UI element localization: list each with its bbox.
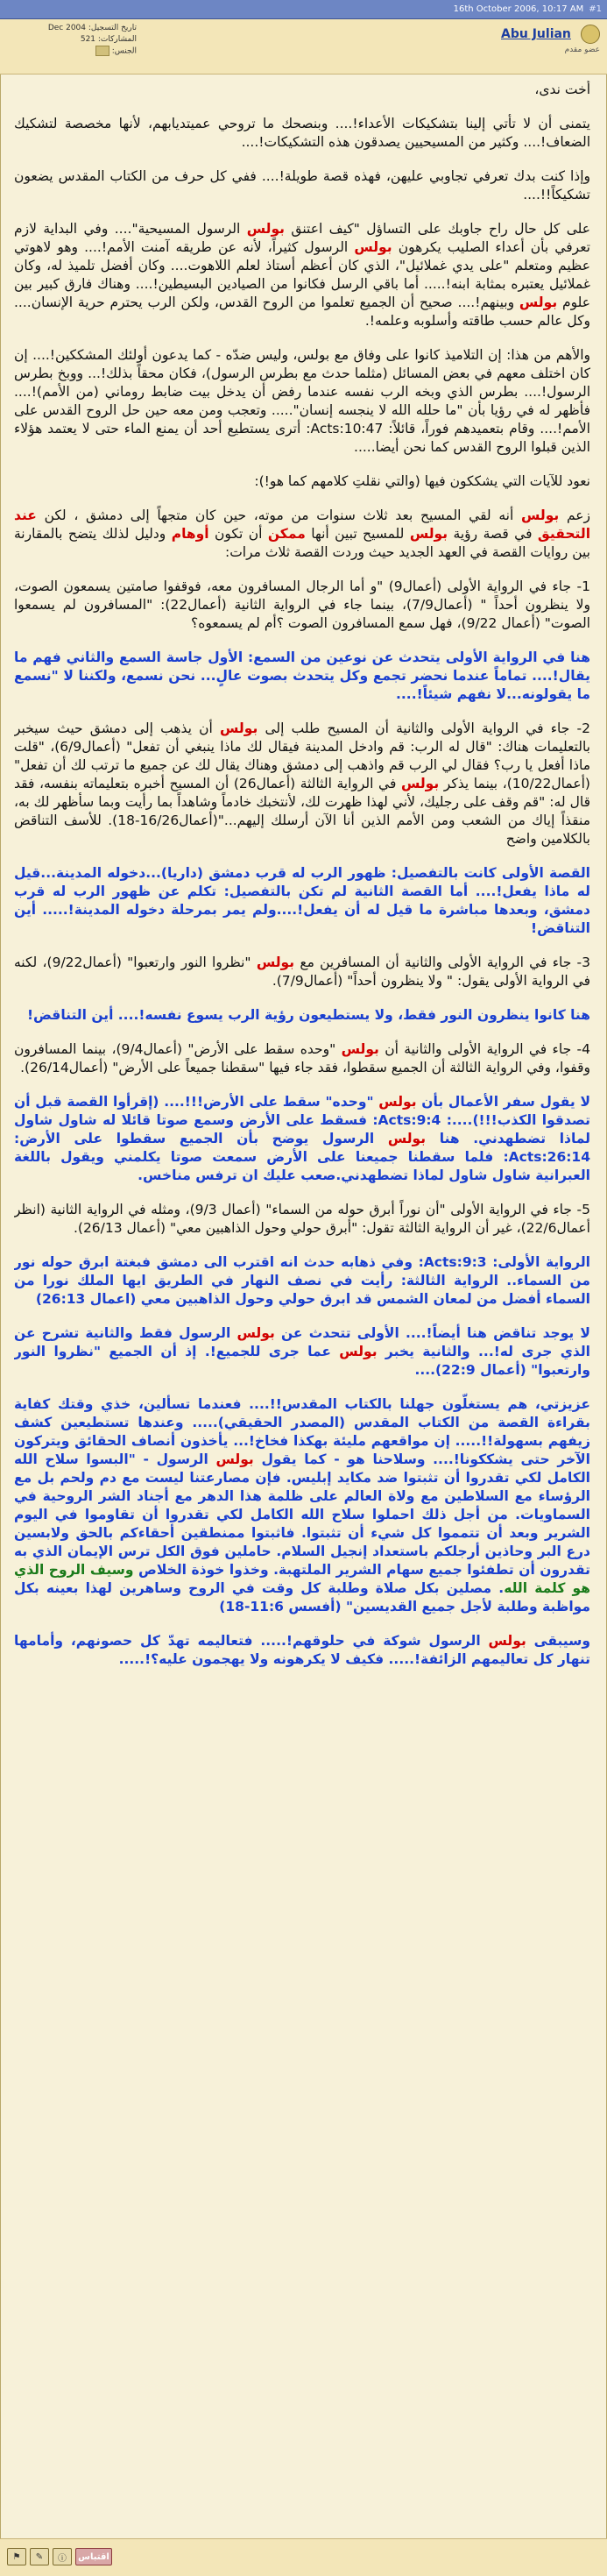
paul-highlight: بولس <box>215 1451 254 1467</box>
highlight-possible: ممكن <box>267 526 306 542</box>
user-title: عضو مقدم <box>564 46 600 54</box>
highlight-illusions: أوهام <box>171 526 209 542</box>
paul-highlight: بولس <box>236 1325 275 1341</box>
paul-highlight: بولس <box>339 1344 378 1359</box>
reply-paragraph: القصة الأولى كانت بالتفصيل: ظهور الرب له قرب دمشق (داريا)...دخوله المدينة...قيل له ماذا يفعل!.... أما القصة الثانية لم تكن بالتفصيل: تكلم عن ظهور الرب له قرب دمشق، وبعدها مباشرة ما قيل له أن يفعل!....ولم يمر بمرحلة دخوله المدينة!..... أين التناقض! <box>14 865 590 936</box>
paul-highlight: بولس <box>520 507 560 523</box>
post-number-link[interactable]: #1 <box>589 4 602 14</box>
reply-paragraph: لا يوجد تناقض هنا أيضاً!.... الأولى تتحدث عن بولس الرسول فقط والثانية تشرح عن الذي جرى له!... والثانية يخبر بولس عما جرى للجميع!. إذ أن الجميع "نظروا النور وارتعبوا" (أعمال 22:9).... <box>14 1325 590 1378</box>
post-paragraph: أخت ندى، <box>534 82 590 97</box>
paul-highlight: بولس <box>220 720 258 736</box>
reply-paragraph: وسيبقى بولس الرسول شوكة في حلوقهم!..... فتعاليمه تهدّ كل حصونهم، وأمامها تنهار كل تعاليمهم الزائفة!..... فكيف لا يكرهونه ولا يهجمون عليه؟!..... <box>14 1633 590 1667</box>
post-paragraph: يتمنى أن لا تأتي إلينا بتشكيكات الأعداء!.... وبنصحك ما تروحي عميتديابهم، لأنها مخصصة لتشكيك الضعاف!.... وكثير من المسيحيين يصدقون هذه التشكيكات!.... <box>14 116 590 150</box>
user-info-panel <box>5 23 137 58</box>
reply-paragraph: هنا كانوا ينظرون النور فقط، ولا يستطيعون رؤية الرب يسوع نفسه!.... أين التناقض! <box>26 1007 590 1023</box>
paul-highlight: بولس <box>378 1094 417 1110</box>
reply-paragraph: لا يقول سفر الأعمال بأن بولس "وحده" سقط على الأرض!!!.... (إقرأوا القصة قبل أن تصدقوا الكذب!!!)....: Acts:9:4: فسقط على الأرض وسمع صوتا قائلا له شاول شاول لماذا تضطهدني. هنا بولس الرسول يوضح بأن الجميع سقطوا على الأرض: Acts:26:14: فلما سقطنا جميعنا على الأرض سمعت صوتا يكلمني ويقول باللغة العبرانية شاول شاول لماذا تضطهدني.صعب عليك ان ترفس مناخس. <box>14 1094 590 1183</box>
post-timestamp: 16th October 2006, 10:17 AM <box>453 4 584 14</box>
online-status-icon <box>581 25 600 44</box>
post-paragraph: على كل حال راح جاوبك على التساؤل "كيف اعتنق بولس الرسول المسيحية".... وفي البداية لازم تعرفي بأن أعداء الصليب يكرهون بولس الرسول كثيراً، لأنه عن طريقه آمنت الأمم!.... وهو لاهوتي عظيم ومتعلم "على يدي غملائيل"، الذي كان أعظم أستاذ لعلم اللاهوت.... وكان أفضل تلميذ له، وكان غملائيل يعتبره بمثابة ابنه!..... أما باقي الرسل فكانوا من الصيادين البسيطين!.... وهناك فارق كبير بين علوم بولس وبينهم!.... صحيح أن الجميع تعلموا من الروح القدس، ولكن الرب يحترم حرية الإنسان.... وكل عالم حسب طاقته وأسلوبه وعلمه!. <box>14 221 590 329</box>
highlight-investigation: عند التحقيق <box>14 507 590 542</box>
gender-row: الجنس: <box>5 46 137 58</box>
quoted-claim: 4- جاء في الرواية الأولى والثانية أن بولس "وحده سقط على الأرض" (أعمال9/4)، بينما المسافرون وقفوا، وفي الرواية الثالثة أن الجميع سقطوا، فقد جاء فيها "سقطنا جميعاً على الأرض" (أعمال26/14). <box>14 1041 590 1075</box>
quoted-claim: زعم بولس أنه لقي المسيح بعد ثلاث سنوات من موته، حين كان متجهاً إلى دمشق ، لكن عند التحقيق في قصة رؤية بولس للمسيح تبين أنها ممكن أن تكون أوهام ودليل لذلك يتضح بالمقارنة بين روايات القصة في العهد الجديد حيث وردت القصة ثلاث مرات: <box>14 507 590 560</box>
paul-highlight: بولس <box>387 1131 427 1146</box>
username-link[interactable]: Abu Julian <box>501 27 571 41</box>
reply-paragraph: هنا في الرواية الأولى يتحدث عن نوعين من السمع: الأول جاسة السمع والثاني فهم ما يقال!.... تماماً عندما نحضر تجمع وكل يتحدث بصوت عالٍ... نحن نسمع، ولكننا لا "نسمع ما يقولونه...لا نفهم شيئاً!.... <box>14 649 590 702</box>
paul-highlight: بولس <box>519 295 558 310</box>
post-body <box>14 81 590 2526</box>
quoted-claim: 3- جاء في الرواية الأولى والثانية أن المسافرين مع بولس "نظروا النور وارتعبوا" (أعمال9/22)، لكنه في الرواية الأولى يقول: " ولا ينظرون أحداً" (أعمال7/9). <box>14 954 590 989</box>
post-paragraph: نعود للآيات التي يشككون فيها (والتي نقلتِ كلامهم كما هو!): <box>254 473 590 489</box>
paul-highlight: بولس <box>341 1041 379 1057</box>
quote-button[interactable]: اقتباس <box>75 2548 112 2565</box>
info-icon[interactable]: ⓘ <box>53 2548 72 2565</box>
post-paragraph: والأهم من هذا: إن التلاميذ كانوا على وفاق مع بولس، وليس ضدّه - كما يدعون أولئك المشككين!.... إن كان اختلف معهم في بعض المسائل (مثلما حدث مع بطرس الرسول)، فكان محقاً بذلك!... ووبخ بطرس الرسول!.... بطرس الذي وبخه الرب نفسه عندما رفض أن يدخل بيت ضابط روماني (من الأمم)!.... فأظهر له في رؤيا بأن "ما حلله الله لا ينجسه إنسان"..... وتعجب ومن معه حين حل الروح القدس على الأمم!.... وقام بتعميدهم فوراً، قائلاً: Acts:10:47: أترى يستطيع أحد أن يمنع الماء حتى لا يعتمد هؤلاء الذين قبلوا الروح القدس كما نحن أيضا..... <box>14 347 590 455</box>
post-topbar <box>0 0 607 19</box>
join-date: تاريخ التسجيل: Dec 2004 <box>47 24 137 32</box>
report-icon[interactable]: ⚑ <box>7 2548 26 2565</box>
paul-highlight: بولس <box>256 954 295 970</box>
paul-highlight: بولس <box>400 776 440 791</box>
post-count: المشاركات: 521 <box>80 35 137 44</box>
quoted-claim: 5- جاء في الرواية الأولى "أن نوراً أبرق حوله من السماء" (أعمال 9/3)، ومثله في الرواية الثانية (انظر أعمال22/6)، غير أن الرواية الثالثة تقول: "أبرق حولي وحول الذاهبين معي" (أعمال 26/13). <box>14 1202 590 1236</box>
quoted-claim: 2- جاء في الرواية الأولى والثانية أن المسيح طلب إلى بولس أن يذهب إلى دمشق حيث سيخبر بالتعليمات هناك: "قال له الرب: قم وادخل المدينة فيقال لك ماذا ينبغي أن تفعل" (أعمال6/9)، "قلت ماذا أفعل يا رب؟ فقال لي الرب قم واذهب إلى دمشق وهناك يقال لك عن جميع ما ترتب لك أن تفعل" (أعمال10/22)، بينما يذكر بولس في الرواية الثالثة (أعمال26) أن المسيح أخبره بتعليماته بنفسه، فقد قال له: "قم وقف على رجليك، لأني لهذا ظهرت لك، لأنتخبك خادماً وشاهداً بما رأيت وبما سأظهر لك به، منقذاً إياك من الشعب ومن الأمم الذين أنا الآن أرسلك إليهم..."(أعمال16/26-18). للأسف التناقض بالكلامين واضح <box>14 720 590 847</box>
gender-icon <box>95 46 109 56</box>
paul-highlight: بولس <box>246 221 285 237</box>
post-header <box>0 19 607 75</box>
post-footer <box>0 2538 607 2576</box>
user-block <box>407 25 600 67</box>
highlight-sword-of-spirit: وسيف الروح الذي هو كلمة الله <box>14 1562 590 1596</box>
paul-highlight: بولس <box>354 239 392 255</box>
post-paragraph: وإذا كنت بدك تعرفي تجاوبي عليهن، فهذه قصة طويلة!.... ففي كل حرف من الكتاب المقدس يضعون تشكيكاً!!.... <box>14 168 590 202</box>
quoted-claim: 1- جاء في الرواية الأولى (أعمال9) "و أما الرجال المسافرون معه، فوقفوا صامتين يسمعون الصوت، ولا ينظرون أحداً " (أعمال7/9)، بينما جاء في الرواية الثانية (أعمال22): "المسافرون لم يسمعوا الصوت" (أعمال 9/22)، فهل سمع المسافرون الصوت ؟أم لم يسمعوه؟ <box>14 578 590 631</box>
paul-highlight: بولس <box>488 1633 526 1649</box>
reply-paragraph: الرواية الأولى: Acts:9:3: وفي ذهابه حدث انه اقترب الى دمشق فبغتة ابرق حوله نور من السماء.. الرواية الثالثة: رأيت في نصف النهار في الطريق ايها الملك نورا من السماء أفضل من لمعان الشمس قد ابرق حولي وحول الذاهبين معي (اعمال 26:13) <box>14 1254 590 1307</box>
paul-highlight: بولس <box>409 526 448 542</box>
reply-paragraph: عزيزتي، هم يستغلّون جهلنا بالكتاب المقدس!!.... فعندما تسألين، خذي وقتك كفاية بقراءة القصة من الكتاب المقدس (المصدر الحقيقي)..... وعندها تستطيعين كشف زيفهم بسهولة!!..... إن مواقعهم مليئة بهكذا فخاخ!... يأخذون أنصاف الحقائق ويتركون الآخر حتى يشككونا!.... وسلاحنا هو - كما يقول بولس الرسول - "البسوا سلاح الله الكامل لكي تقدروا أن تثبتوا ضد مكايد إبليس. فإن مصارعتنا ليست مع دم ولحم بل مع الرؤساء مع السلاطين مع ولاة العالم على ظلمة هذا الدهر مع أجناد الشر الروحية في السماويات. من أجل ذلك احملوا سلاح الله الكامل لكي تقدروا أن تقاوموا في اليوم الشرير وبعد أن تتمموا كل شيء أن تثبتوا. فاثبتوا ممنطقين أحقاءكم بالحق ولابسين درع البر وحاذين أرجلكم باستعداد إنجيل السلام. حاملين فوق الكل ترس الإيمان الذي به تقدرون أن تطفئوا جميع سهام الشرير الملتهبة. وخذوا خوذة الخلاص وسيف الروح الذي هو كلمة الله. مصلين بكل صلاة وطلبة كل وقت في الروح وساهرين لهذا بعينه بكل مواظبة وطلبة لأجل جميع القديسين" (أفسس 11:6-18) <box>14 1396 590 1614</box>
edit-icon[interactable]: ✎ <box>30 2548 49 2565</box>
